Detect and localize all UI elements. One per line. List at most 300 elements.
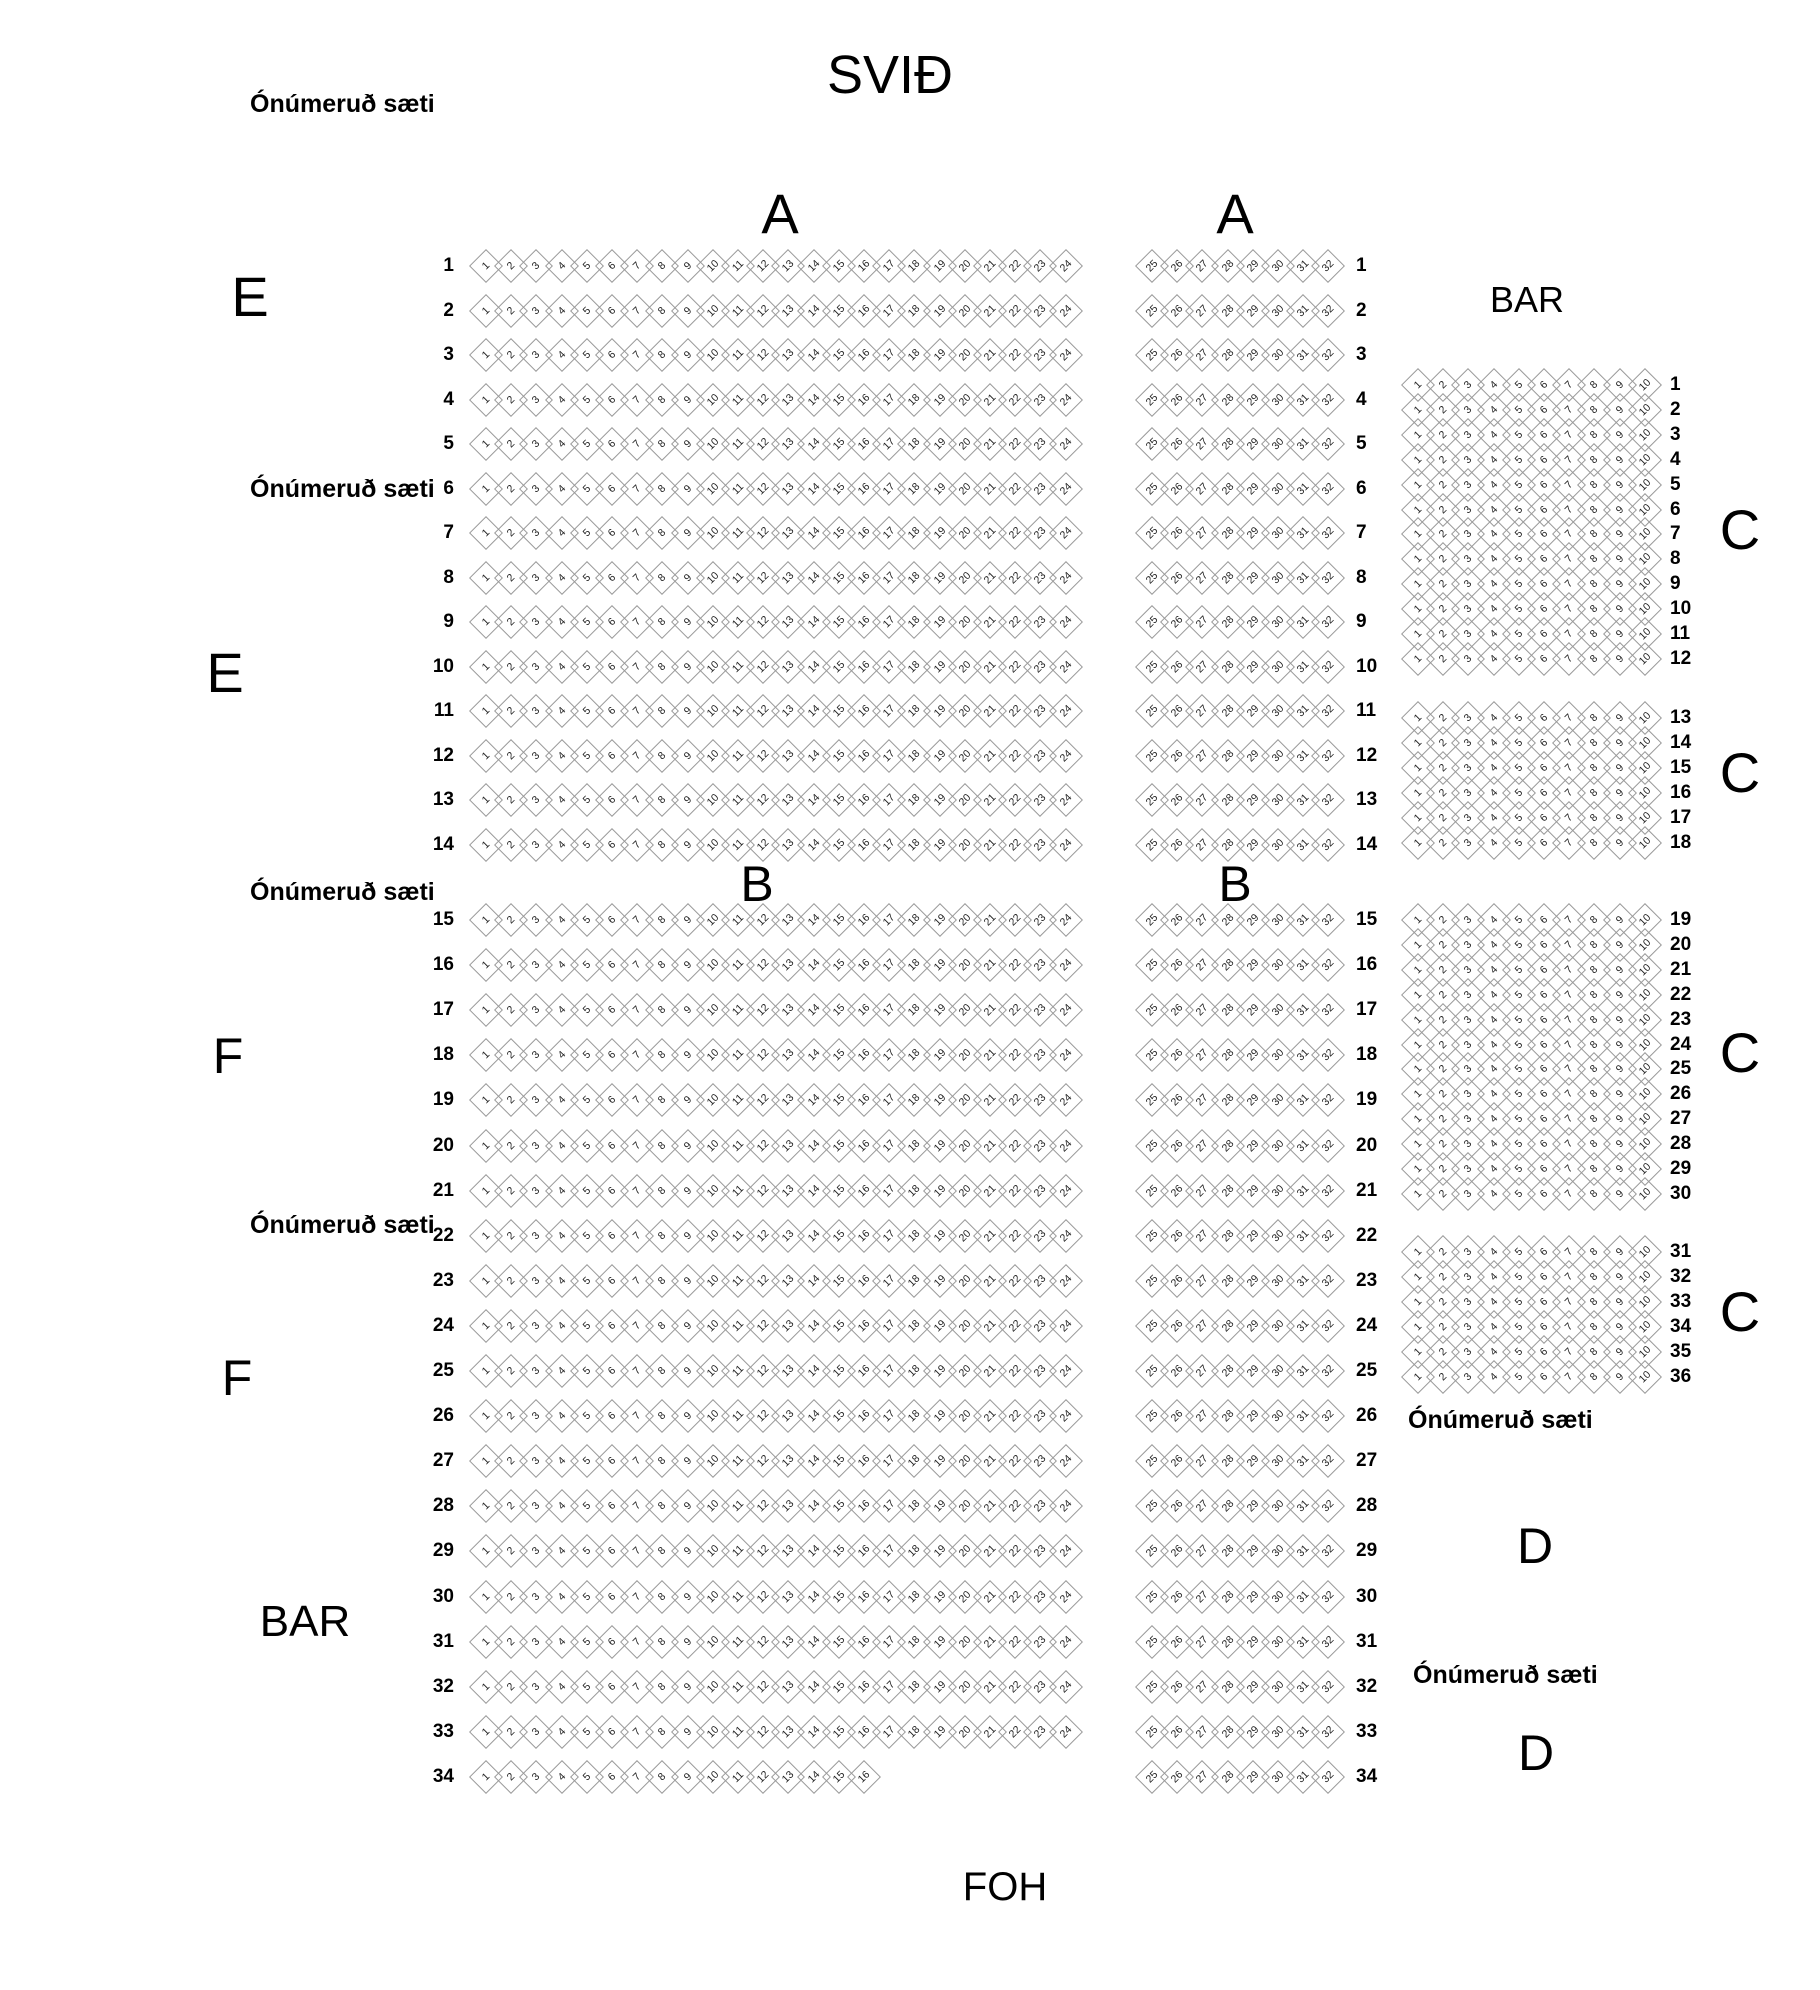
- seat[interactable]: 1: [469, 516, 503, 550]
- seat[interactable]: 22: [998, 739, 1032, 773]
- seat[interactable]: 15: [822, 948, 856, 982]
- seat[interactable]: 4: [545, 472, 579, 506]
- seat[interactable]: 24: [1049, 650, 1083, 684]
- seat[interactable]: 28: [1211, 1489, 1245, 1523]
- seat[interactable]: 21: [973, 561, 1007, 595]
- seat[interactable]: 3: [1451, 776, 1485, 810]
- seat[interactable]: 27: [1185, 828, 1219, 862]
- seat[interactable]: 2: [1426, 1003, 1460, 1037]
- seat[interactable]: 18: [897, 783, 931, 817]
- seat[interactable]: 29: [1236, 739, 1270, 773]
- seat[interactable]: 7: [1552, 1260, 1586, 1294]
- seat[interactable]: 2: [1426, 443, 1460, 477]
- seat[interactable]: 1: [469, 650, 503, 684]
- seat[interactable]: 32: [1311, 993, 1345, 1027]
- seat[interactable]: 12: [746, 1580, 780, 1614]
- seat[interactable]: 6: [595, 1580, 629, 1614]
- seat[interactable]: 25: [1135, 1399, 1169, 1433]
- seat[interactable]: 31: [1286, 1354, 1320, 1388]
- seat[interactable]: 10: [1628, 1235, 1662, 1269]
- seat[interactable]: 29: [1236, 1264, 1270, 1298]
- seat[interactable]: 14: [797, 739, 831, 773]
- seat[interactable]: 3: [519, 783, 553, 817]
- seat[interactable]: 32: [1311, 1174, 1345, 1208]
- seat[interactable]: 22: [998, 1489, 1032, 1523]
- seat[interactable]: 24: [1049, 1489, 1083, 1523]
- seat[interactable]: 25: [1135, 1760, 1169, 1794]
- seat[interactable]: 20: [948, 1219, 982, 1253]
- seat[interactable]: 13: [771, 694, 805, 728]
- seat[interactable]: 11: [721, 1444, 755, 1478]
- seat[interactable]: 5: [570, 828, 604, 862]
- seat[interactable]: 15: [822, 1715, 856, 1749]
- seat[interactable]: 9: [671, 993, 705, 1027]
- seat[interactable]: 3: [1451, 567, 1485, 601]
- seat[interactable]: 23: [1023, 650, 1057, 684]
- seat[interactable]: 15: [822, 383, 856, 417]
- seat[interactable]: 21: [973, 338, 1007, 372]
- seat[interactable]: 2: [494, 1580, 528, 1614]
- seat[interactable]: 13: [771, 1174, 805, 1208]
- seat[interactable]: 22: [998, 516, 1032, 550]
- seat[interactable]: 8: [645, 605, 679, 639]
- seat[interactable]: 6: [595, 294, 629, 328]
- seat[interactable]: 32: [1311, 1670, 1345, 1704]
- seat[interactable]: 5: [1502, 928, 1536, 962]
- seat[interactable]: 11: [721, 1670, 755, 1704]
- seat[interactable]: 6: [595, 694, 629, 728]
- seat[interactable]: 20: [948, 383, 982, 417]
- seat[interactable]: 22: [998, 1264, 1032, 1298]
- seat[interactable]: 3: [519, 1083, 553, 1117]
- seat[interactable]: 10: [696, 783, 730, 817]
- seat[interactable]: 10: [1628, 592, 1662, 626]
- seat[interactable]: 5: [1502, 953, 1536, 987]
- seat[interactable]: 9: [1603, 978, 1637, 1012]
- seat[interactable]: 10: [696, 1580, 730, 1614]
- seat[interactable]: 22: [998, 472, 1032, 506]
- seat[interactable]: 9: [671, 338, 705, 372]
- seat[interactable]: 12: [746, 1129, 780, 1163]
- seat[interactable]: 17: [872, 1083, 906, 1117]
- seat[interactable]: 25: [1135, 516, 1169, 550]
- seat[interactable]: 5: [570, 1264, 604, 1298]
- seat[interactable]: 5: [570, 338, 604, 372]
- seat[interactable]: 9: [671, 783, 705, 817]
- seat[interactable]: 2: [1426, 1260, 1460, 1294]
- seat[interactable]: 7: [1552, 1052, 1586, 1086]
- seat[interactable]: 28: [1211, 783, 1245, 817]
- seat[interactable]: 11: [721, 1489, 755, 1523]
- seat[interactable]: 2: [494, 739, 528, 773]
- seat[interactable]: 25: [1135, 1038, 1169, 1072]
- seat[interactable]: 6: [595, 1444, 629, 1478]
- seat[interactable]: 30: [1261, 1444, 1295, 1478]
- seat[interactable]: 1: [1401, 751, 1435, 785]
- seat[interactable]: 9: [1603, 953, 1637, 987]
- seat[interactable]: 2: [1426, 1077, 1460, 1111]
- seat[interactable]: 8: [1577, 567, 1611, 601]
- seat[interactable]: 10: [696, 427, 730, 461]
- seat[interactable]: 29: [1236, 650, 1270, 684]
- seat[interactable]: 15: [822, 249, 856, 283]
- seat[interactable]: 23: [1023, 605, 1057, 639]
- seat[interactable]: 9: [1603, 726, 1637, 760]
- seat[interactable]: 17: [872, 1264, 906, 1298]
- seat[interactable]: 23: [1023, 1444, 1057, 1478]
- seat[interactable]: 2: [494, 1489, 528, 1523]
- seat[interactable]: 26: [1160, 948, 1194, 982]
- seat[interactable]: 5: [1502, 368, 1536, 402]
- seat[interactable]: 14: [797, 249, 831, 283]
- seat[interactable]: 8: [1577, 617, 1611, 651]
- seat[interactable]: 6: [595, 783, 629, 817]
- seat[interactable]: 16: [847, 1174, 881, 1208]
- seat[interactable]: 23: [1023, 561, 1057, 595]
- seat[interactable]: 15: [822, 1354, 856, 1388]
- seat[interactable]: 29: [1236, 338, 1270, 372]
- seat[interactable]: 21: [973, 1670, 1007, 1704]
- seat[interactable]: 31: [1286, 783, 1320, 817]
- seat[interactable]: 22: [998, 1129, 1032, 1163]
- seat[interactable]: 9: [1603, 642, 1637, 676]
- seat[interactable]: 26: [1160, 739, 1194, 773]
- seat[interactable]: 26: [1160, 561, 1194, 595]
- seat[interactable]: 1: [1401, 418, 1435, 452]
- seat[interactable]: 1: [1401, 1310, 1435, 1344]
- seat[interactable]: 7: [1552, 928, 1586, 962]
- seat[interactable]: 21: [973, 694, 1007, 728]
- seat[interactable]: 6: [1527, 443, 1561, 477]
- seat[interactable]: 4: [1477, 542, 1511, 576]
- seat[interactable]: 18: [897, 903, 931, 937]
- seat[interactable]: 27: [1185, 1489, 1219, 1523]
- seat[interactable]: 28: [1211, 993, 1245, 1027]
- seat[interactable]: 6: [1527, 1285, 1561, 1319]
- seat[interactable]: 10: [696, 1129, 730, 1163]
- seat[interactable]: 16: [847, 694, 881, 728]
- seat[interactable]: 15: [822, 427, 856, 461]
- seat[interactable]: 4: [545, 383, 579, 417]
- seat[interactable]: 15: [822, 1083, 856, 1117]
- seat[interactable]: 3: [1451, 1235, 1485, 1269]
- seat[interactable]: 9: [671, 427, 705, 461]
- seat[interactable]: 23: [1023, 249, 1057, 283]
- seat[interactable]: 29: [1236, 1444, 1270, 1478]
- seat[interactable]: 27: [1185, 1038, 1219, 1072]
- seat[interactable]: 21: [973, 903, 1007, 937]
- seat[interactable]: 5: [570, 605, 604, 639]
- seat[interactable]: 8: [645, 1580, 679, 1614]
- seat[interactable]: 19: [923, 338, 957, 372]
- seat[interactable]: 17: [872, 1399, 906, 1433]
- seat[interactable]: 15: [822, 338, 856, 372]
- seat[interactable]: 18: [897, 427, 931, 461]
- seat[interactable]: 32: [1311, 605, 1345, 639]
- seat[interactable]: 1: [1401, 928, 1435, 962]
- seat[interactable]: 23: [1023, 294, 1057, 328]
- seat[interactable]: 32: [1311, 383, 1345, 417]
- seat[interactable]: 13: [771, 1038, 805, 1072]
- seat[interactable]: 19: [923, 903, 957, 937]
- seat[interactable]: 10: [1628, 393, 1662, 427]
- seat[interactable]: 7: [1552, 1335, 1586, 1369]
- seat[interactable]: 24: [1049, 427, 1083, 461]
- seat[interactable]: 3: [519, 1174, 553, 1208]
- seat[interactable]: 7: [1552, 1028, 1586, 1062]
- seat[interactable]: 8: [1577, 1127, 1611, 1161]
- seat[interactable]: 28: [1211, 1715, 1245, 1749]
- seat[interactable]: 18: [897, 1534, 931, 1568]
- seat[interactable]: 15: [822, 1038, 856, 1072]
- seat[interactable]: 6: [1527, 1177, 1561, 1211]
- seat[interactable]: 24: [1049, 1083, 1083, 1117]
- seat[interactable]: 12: [746, 294, 780, 328]
- seat[interactable]: 27: [1185, 249, 1219, 283]
- seat[interactable]: 4: [545, 903, 579, 937]
- seat[interactable]: 20: [948, 948, 982, 982]
- seat[interactable]: 28: [1211, 1083, 1245, 1117]
- seat[interactable]: 18: [897, 383, 931, 417]
- seat[interactable]: 6: [1527, 1127, 1561, 1161]
- seat[interactable]: 19: [923, 1444, 957, 1478]
- seat[interactable]: 25: [1135, 650, 1169, 684]
- seat[interactable]: 5: [1502, 418, 1536, 452]
- seat[interactable]: 4: [1477, 1335, 1511, 1369]
- seat[interactable]: 20: [948, 294, 982, 328]
- seat[interactable]: 4: [1477, 751, 1511, 785]
- seat[interactable]: 24: [1049, 1580, 1083, 1614]
- seat[interactable]: 4: [545, 783, 579, 817]
- seat[interactable]: 1: [469, 1489, 503, 1523]
- seat[interactable]: 3: [519, 294, 553, 328]
- seat[interactable]: 22: [998, 1444, 1032, 1478]
- seat[interactable]: 7: [1552, 903, 1586, 937]
- seat[interactable]: 2: [1426, 903, 1460, 937]
- seat[interactable]: 7: [620, 1354, 654, 1388]
- seat[interactable]: 10: [696, 948, 730, 982]
- seat[interactable]: 3: [1451, 1152, 1485, 1186]
- seat[interactable]: 17: [872, 294, 906, 328]
- seat[interactable]: 17: [872, 1309, 906, 1343]
- seat[interactable]: 3: [519, 249, 553, 283]
- seat[interactable]: 4: [1477, 1003, 1511, 1037]
- seat[interactable]: 1: [1401, 443, 1435, 477]
- seat[interactable]: 7: [620, 1309, 654, 1343]
- seat[interactable]: 3: [519, 516, 553, 550]
- seat[interactable]: 30: [1261, 338, 1295, 372]
- seat[interactable]: 2: [1426, 393, 1460, 427]
- seat[interactable]: 3: [1451, 493, 1485, 527]
- seat[interactable]: 20: [948, 903, 982, 937]
- seat[interactable]: 12: [746, 1760, 780, 1794]
- seat[interactable]: 23: [1023, 828, 1057, 862]
- seat[interactable]: 32: [1311, 903, 1345, 937]
- seat[interactable]: 26: [1160, 903, 1194, 937]
- seat[interactable]: 13: [771, 1580, 805, 1614]
- seat[interactable]: 32: [1311, 948, 1345, 982]
- seat[interactable]: 20: [948, 993, 982, 1027]
- seat[interactable]: 11: [721, 294, 755, 328]
- seat[interactable]: 32: [1311, 1129, 1345, 1163]
- seat[interactable]: 4: [1477, 903, 1511, 937]
- seat[interactable]: 9: [1603, 468, 1637, 502]
- seat[interactable]: 12: [746, 1489, 780, 1523]
- seat[interactable]: 14: [797, 948, 831, 982]
- seat[interactable]: 2: [494, 294, 528, 328]
- seat[interactable]: 18: [897, 1083, 931, 1117]
- seat[interactable]: 8: [645, 903, 679, 937]
- seat[interactable]: 23: [1023, 338, 1057, 372]
- seat[interactable]: 19: [923, 1083, 957, 1117]
- seat[interactable]: 7: [620, 1489, 654, 1523]
- seat[interactable]: 19: [923, 1309, 957, 1343]
- seat[interactable]: 23: [1023, 1580, 1057, 1614]
- seat[interactable]: 17: [872, 516, 906, 550]
- seat[interactable]: 8: [1577, 751, 1611, 785]
- seat[interactable]: 6: [595, 561, 629, 595]
- seat[interactable]: 10: [696, 383, 730, 417]
- seat[interactable]: 12: [746, 694, 780, 728]
- seat[interactable]: 26: [1160, 1264, 1194, 1298]
- seat[interactable]: 4: [1477, 726, 1511, 760]
- seat[interactable]: 26: [1160, 694, 1194, 728]
- seat[interactable]: 1: [469, 1625, 503, 1659]
- seat[interactable]: 29: [1236, 472, 1270, 506]
- seat[interactable]: 5: [1502, 826, 1536, 860]
- seat[interactable]: 1: [469, 605, 503, 639]
- seat[interactable]: 3: [519, 1354, 553, 1388]
- seat[interactable]: 28: [1211, 561, 1245, 595]
- seat[interactable]: 10: [1628, 542, 1662, 576]
- seat[interactable]: 4: [545, 828, 579, 862]
- seat[interactable]: 20: [948, 1174, 982, 1208]
- seat[interactable]: 19: [923, 783, 957, 817]
- seat[interactable]: 9: [671, 828, 705, 862]
- seat[interactable]: 22: [998, 383, 1032, 417]
- seat[interactable]: 8: [645, 1309, 679, 1343]
- seat[interactable]: 31: [1286, 427, 1320, 461]
- seat[interactable]: 3: [1451, 368, 1485, 402]
- seat[interactable]: 20: [948, 472, 982, 506]
- seat[interactable]: 31: [1286, 338, 1320, 372]
- seat[interactable]: 3: [1451, 418, 1485, 452]
- seat[interactable]: 12: [746, 1399, 780, 1433]
- seat[interactable]: 16: [847, 650, 881, 684]
- seat[interactable]: 5: [1502, 468, 1536, 502]
- seat[interactable]: 29: [1236, 427, 1270, 461]
- seat[interactable]: 29: [1236, 1174, 1270, 1208]
- seat[interactable]: 24: [1049, 1625, 1083, 1659]
- seat[interactable]: 21: [973, 383, 1007, 417]
- seat[interactable]: 10: [1628, 1127, 1662, 1161]
- seat[interactable]: 16: [847, 993, 881, 1027]
- seat[interactable]: 8: [1577, 642, 1611, 676]
- seat[interactable]: 2: [1426, 978, 1460, 1012]
- seat[interactable]: 29: [1236, 1625, 1270, 1659]
- seat[interactable]: 15: [822, 1489, 856, 1523]
- seat[interactable]: 22: [998, 1038, 1032, 1072]
- seat[interactable]: 19: [923, 427, 957, 461]
- seat[interactable]: 4: [1477, 567, 1511, 601]
- seat[interactable]: 26: [1160, 249, 1194, 283]
- seat[interactable]: 19: [923, 1354, 957, 1388]
- seat[interactable]: 12: [746, 516, 780, 550]
- seat[interactable]: 29: [1236, 1534, 1270, 1568]
- seat[interactable]: 14: [797, 1534, 831, 1568]
- seat[interactable]: 30: [1261, 1580, 1295, 1614]
- seat[interactable]: 7: [1552, 1235, 1586, 1269]
- seat[interactable]: 12: [746, 605, 780, 639]
- seat[interactable]: 9: [1603, 1285, 1637, 1319]
- seat[interactable]: 11: [721, 1219, 755, 1253]
- seat[interactable]: 7: [620, 383, 654, 417]
- seat[interactable]: 6: [1527, 776, 1561, 810]
- seat[interactable]: 14: [797, 993, 831, 1027]
- seat[interactable]: 18: [897, 1489, 931, 1523]
- seat[interactable]: 5: [1502, 443, 1536, 477]
- seat[interactable]: 4: [545, 516, 579, 550]
- seat[interactable]: 25: [1135, 1264, 1169, 1298]
- seat[interactable]: 9: [671, 948, 705, 982]
- seat[interactable]: 10: [696, 1534, 730, 1568]
- seat[interactable]: 24: [1049, 1174, 1083, 1208]
- seat[interactable]: 6: [595, 828, 629, 862]
- seat[interactable]: 8: [1577, 1285, 1611, 1319]
- seat[interactable]: 2: [494, 1444, 528, 1478]
- seat[interactable]: 23: [1023, 1489, 1057, 1523]
- seat[interactable]: 9: [1603, 776, 1637, 810]
- seat[interactable]: 21: [973, 1174, 1007, 1208]
- seat[interactable]: 25: [1135, 383, 1169, 417]
- seat[interactable]: 5: [1502, 642, 1536, 676]
- seat[interactable]: 1: [469, 1219, 503, 1253]
- seat[interactable]: 8: [645, 1038, 679, 1072]
- seat[interactable]: 4: [545, 427, 579, 461]
- seat[interactable]: 14: [797, 1670, 831, 1704]
- seat[interactable]: 18: [897, 1129, 931, 1163]
- seat[interactable]: 4: [545, 1399, 579, 1433]
- seat[interactable]: 2: [1426, 368, 1460, 402]
- seat[interactable]: 5: [1502, 1127, 1536, 1161]
- seat[interactable]: 5: [1502, 1335, 1536, 1369]
- seat[interactable]: 30: [1261, 1625, 1295, 1659]
- seat[interactable]: 9: [671, 561, 705, 595]
- seat[interactable]: 8: [1577, 903, 1611, 937]
- seat[interactable]: 12: [746, 1083, 780, 1117]
- seat[interactable]: 9: [671, 1670, 705, 1704]
- seat[interactable]: 11: [721, 249, 755, 283]
- seat[interactable]: 21: [973, 1580, 1007, 1614]
- seat[interactable]: 1: [469, 1038, 503, 1072]
- seat[interactable]: 28: [1211, 694, 1245, 728]
- seat[interactable]: 23: [1023, 694, 1057, 728]
- seat[interactable]: 5: [570, 1309, 604, 1343]
- seat[interactable]: 23: [1023, 1219, 1057, 1253]
- seat[interactable]: 30: [1261, 561, 1295, 595]
- seat[interactable]: 16: [847, 739, 881, 773]
- seat[interactable]: 5: [570, 1489, 604, 1523]
- seat[interactable]: 17: [872, 472, 906, 506]
- seat[interactable]: 31: [1286, 605, 1320, 639]
- seat[interactable]: 1: [1401, 1152, 1435, 1186]
- seat[interactable]: 14: [797, 294, 831, 328]
- seat[interactable]: 11: [721, 783, 755, 817]
- seat[interactable]: 12: [746, 1670, 780, 1704]
- seat[interactable]: 2: [494, 650, 528, 684]
- seat[interactable]: 23: [1023, 1399, 1057, 1433]
- seat[interactable]: 30: [1261, 1219, 1295, 1253]
